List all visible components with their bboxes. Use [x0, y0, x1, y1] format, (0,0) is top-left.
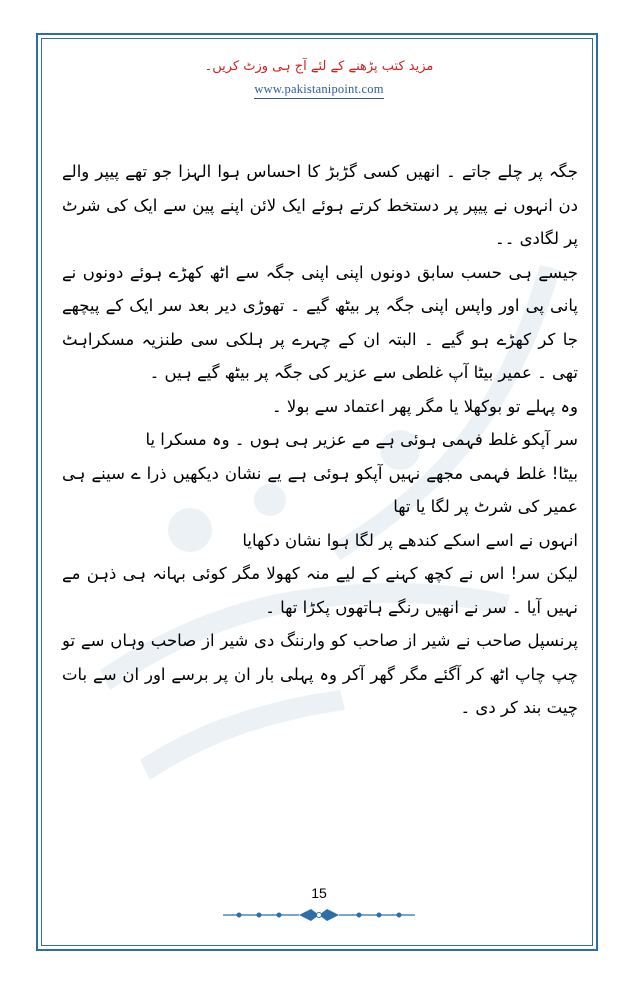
page-number: 15 — [311, 885, 327, 901]
paragraph: وہ پہلے تو بوکھلا یا مگر پھر اعتماد سے بولا ۔ — [272, 396, 578, 416]
paragraph: لیکن سر! اس نے کچھ کہنے کے لیے منہ کھولا مگر کوئی بہانہ ہی ذہن مے نہیں آیا ۔ سر نے انھیں رنگے ہاتھوں پکڑا تھا ۔ — [62, 564, 578, 617]
page-footer — [0, 883, 638, 902]
ornament-divider-icon — [219, 906, 419, 924]
page-header — [0, 58, 638, 99]
paragraph: بیٹا! غلط فہمی مجھے نہیں آپکو ہوئی ہے یے نشان دیکھیں ذرا ے سینے ہی عمیر کی شرٹ پر لگا یا تھا — [62, 463, 578, 516]
paragraph: جیسے ہی حسب سابق دونوں اپنی اپنی جگہ سے اٹھ کھڑے ہوئے دونوں نے پانی پی اور واپس اپنی جگہ پر بیٹھ گیے ۔ تھوڑی دیر بعد سر ایک کے پیچھے جا کر کھڑے ہو گیے ۔ البتہ ان کے چہرے پر ہلکی سی طنزیہ مسکراہٹ تھی ۔ عمیر بیٹا آپ غلطی سے عزیر کی جگہ پر بیٹھ گیے ہیں ۔ — [62, 262, 578, 382]
paragraph: پرنسپل صاحب نے شیر از صاحب کو وارننگ دی شیر از صاحب وہاں سے تو چپ چاپ اٹھ کر آگئے مگر گھر آکر وہ پہلی بار ان پر برسے اور ان سے بات چیت بند کر دی ۔ — [62, 631, 578, 717]
paragraph: انہوں نے اسے اسکے کندھے پر لگا ہوا نشان دکھایا — [242, 530, 578, 550]
story-text — [62, 155, 578, 725]
website-link[interactable]: www.pakistanipoint.com — [254, 82, 383, 99]
paragraph: جگہ پر چلے جاتے ۔ انھیں کسی گڑبڑ کا احساس ہوا الہزا جو تھے پیپر والے دن انہوں نے پیپر پر دستخط کرتے ہوئے ایک لائن اپنے پین سے ایک کی شرٹ پر لگادی ۔۔ — [62, 162, 578, 248]
header-title: مزید کتب پڑھنے کے لئے آج ہی وزٹ کریں۔ — [204, 59, 434, 74]
paragraph: سر آپکو غلط فہمی ہوئی ہے مے عزیر ہی ہوں ۔ وہ مسکرا یا — [145, 430, 578, 449]
